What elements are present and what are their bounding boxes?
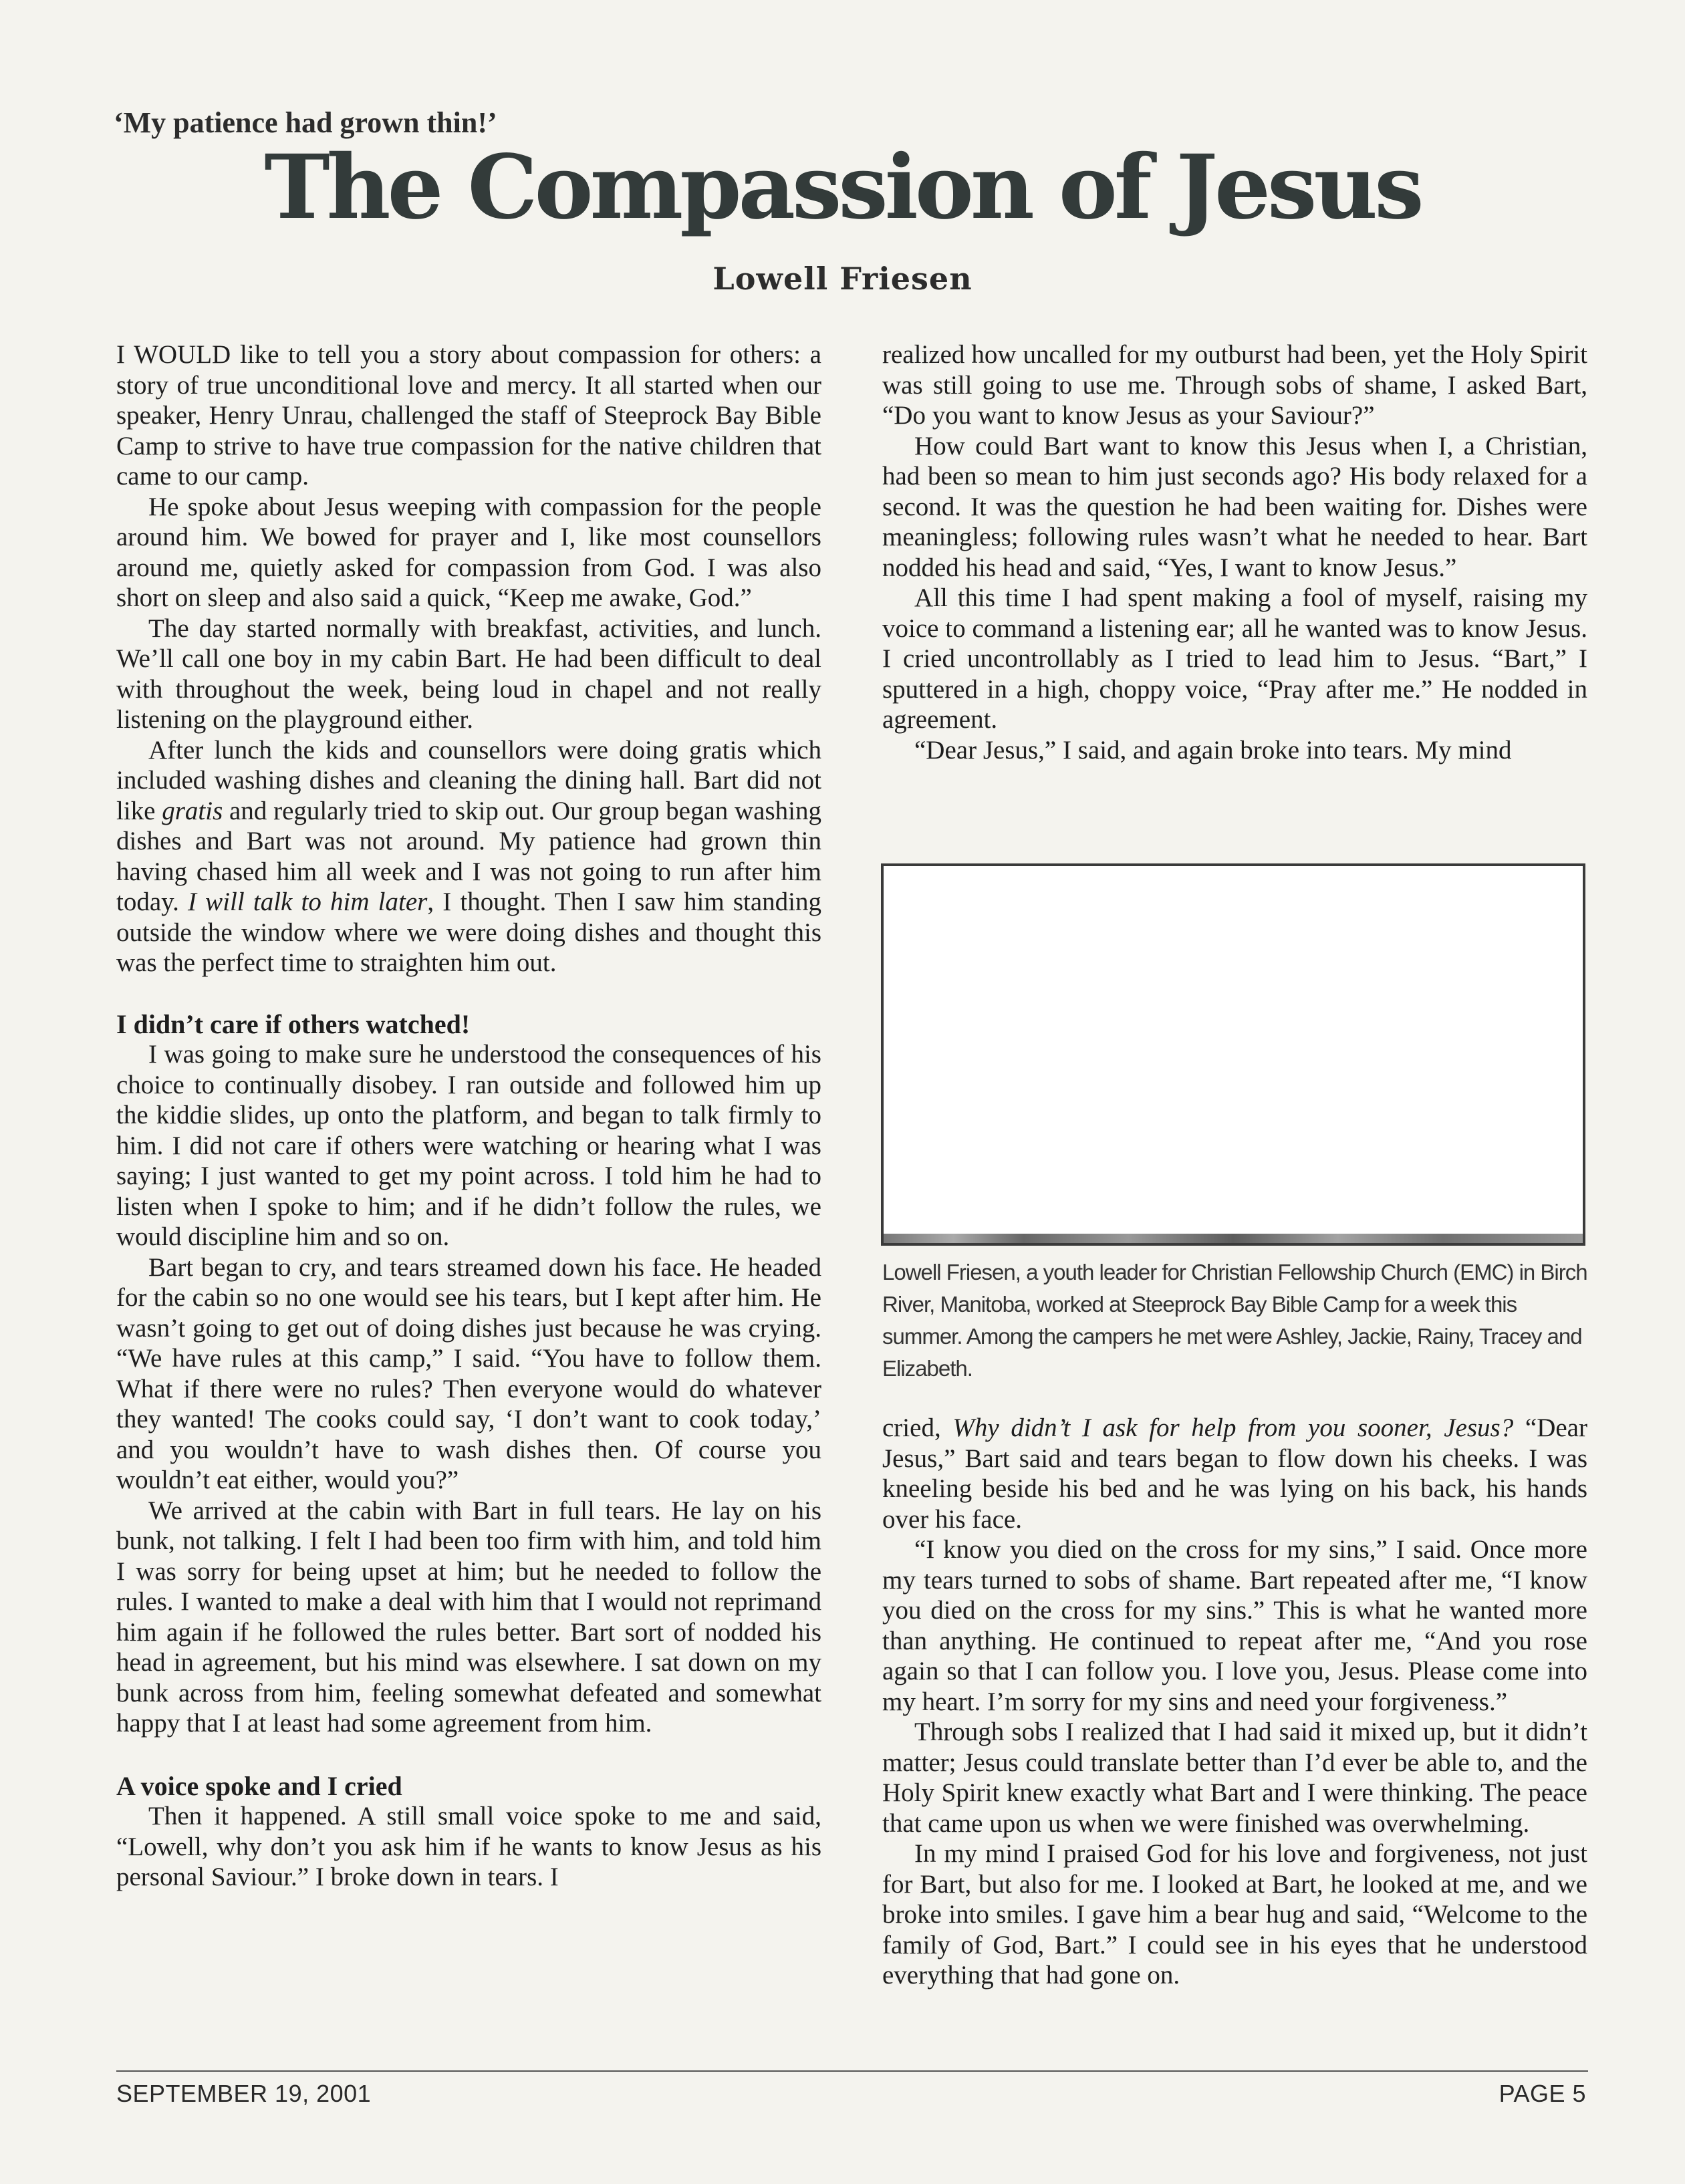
- kicker: ‘My patience had grown thin!’: [114, 106, 497, 139]
- footer-rule: [116, 2070, 1588, 2072]
- paragraph: Then it happened. A still small voice spoke to me and said, “Lowell, why don’t you ask him if he wants to know Jesus as his personal Saviour.” I broke down in tears. I: [116, 1802, 821, 1891]
- italic-run: Why didn’t I ask for help from you sooner, Jesus?: [952, 1413, 1514, 1442]
- paragraph: “I know you died on the cross for my sins,” I said. Once more my tears turned to sobs of shame. Bart repeated after me, “I know you died on the cross for my sins.” This is what he wanted more than anything. He continued to repeat after me, “And you rose again so that I can follow you. I love you, Jesus. Please come into my heart. I’m sorry for my sins and need your forgiveness.”: [882, 1535, 1587, 1716]
- right-column-top: [882, 339, 1587, 765]
- paragraph: In my mind I praised God for his love and forgiveness, not just for Bart, but also for me. I looked at Bart, he looked at me, and we broke into smiles. I gave him a bear hug and said, “Welcome to the family of God, Bart.” I could see in his eyes that he understood everything that had gone on.: [882, 1839, 1587, 1990]
- text-run: cried,: [882, 1413, 953, 1442]
- paragraph: We arrived at the cabin with Bart in full tears. He lay on his bunk, not talking. I felt I had been too firm with him, and told him I was sorry for being upset at him; but he needed to follow the rules. I wanted to make a deal with him that I would not reprimand him again if he followed the rules better. Bart sort of nodded his head in agreement, but his mind was elsewhere. I sat down on my bunk across from him, feeling somewhat defeated and somewhat happy that I at least had some agreement from him.: [116, 1496, 821, 1738]
- paragraph: Bart began to cry, and tears streamed down his face. He headed for the cabin so no one would see his tears, but I kept after him. He wasn’t going to get out of doing dishes just because he was crying. “We have rules at this camp,” I said. “You have to follow them. What if there were no rules? Then everyone would do whatever they wanted! The cooks could say, ‘I don’t want to cook today,’ and you wouldn’t have to wash dishes then. Of course you wouldn’t eat either, would you?”: [116, 1252, 821, 1494]
- italic-run: I will talk to him later: [188, 888, 428, 916]
- byline: Lowell Friesen: [712, 261, 973, 297]
- text-run: , I thought. Then I saw him standing outside the window where we were doing dishes and thought this was the perfect time to straighten him out.: [116, 888, 821, 977]
- paragraph: realized how uncalled for my outburst had been, yet the Holy Spirit was still going to use me. Through sobs of shame, I asked Bart, “Do you want to know Jesus as your Saviour?”: [882, 340, 1587, 430]
- paragraph: [882, 1413, 1587, 1534]
- text-run: After lunch the kids and counsellors were doing gratis which included washing dishes and cleaning the dining hall. Bart did not like: [116, 735, 821, 825]
- right-column-bottom: [882, 1413, 1587, 1991]
- photo-caption: Lowell Friesen, a youth leader for Christian Fellowship Church (EMC) in Birch River, Manitoba, worked at Steeprock Bay Bible Camp for a week this summer. Among the campers he met were Ashley, Jackie, Rainy, Tracey and Elizabeth.: [882, 1260, 1587, 1381]
- paragraph: The day started normally with breakfast, activities, and lunch. We’ll call one boy in my cabin Bart. He had been difficult to deal with throughout the week, being loud in chapel and not really listening on the playground either.: [116, 613, 821, 734]
- paragraph: All this time I had spent making a fool of myself, raising my voice to command a listening ear; all he wanted was to know Jesus. I cried uncontrollably as I tried to lead him to Jesus. “Bart,” I sputtered in a high, choppy voice, “Pray after me.” He nodded in agreement.: [882, 583, 1587, 734]
- text-run: “Dear Jesus,” Bart said and tears began to flow down his cheeks. I was kneeling beside his bed and he was lying on his back, his hands over his face.: [882, 1413, 1587, 1534]
- photo-frame: [881, 863, 1585, 1246]
- paragraph: [116, 735, 821, 978]
- paragraph: He spoke about Jesus weeping with compassion for the people around him. We bowed for prayer and I, like most counsellors around me, quietly asked for compassion from God. I was also short on sleep and also said a quick, “Keep me awake, God.”: [116, 492, 821, 612]
- photo-edge: [884, 1234, 1583, 1243]
- footer-date: SEPTEMBER 19, 2001: [116, 2080, 372, 2107]
- paragraph: “Dear Jesus,” I said, and again broke into tears. My mind: [914, 735, 1512, 765]
- left-column: [116, 339, 821, 1893]
- article-title: The Compassion of Jesus: [264, 136, 1421, 239]
- page-number: PAGE 5: [1499, 2080, 1586, 2107]
- text-run: and regularly tried to skip out. Our group began washing dishes and Bart was not around. My patience had grown thin having chased him all week and I was not going to run after him today.: [116, 796, 821, 916]
- subheading: A voice spoke and I cried: [116, 1770, 402, 1801]
- paragraph: How could Bart want to know this Jesus when I, a Christian, had been so mean to him just seconds ago? His body relaxed for a second. It was the question he had been waiting for. Dishes were meaningless; following rules wasn’t what he needed to hear. Bart nodded his head and said, “Yes, I want to know Jesus.”: [882, 431, 1587, 582]
- paragraph: I was going to make sure he understood the consequences of his choice to continually disobey. I ran outside and followed him up the kiddie slides, up onto the platform, and began to talk firmly to him. I did not care if others were watching or hearing what I was saying; I just wanted to get my point across. I told him he had to listen when I spoke to him; and if he didn’t follow the rules, we would discipline him and so on.: [116, 1040, 821, 1251]
- paragraph: Through sobs I realized that I had said it mixed up, but it didn’t matter; Jesus could translate better than I’d ever be able to, and the Holy Spirit knew exactly what Bart and I were thinking. The peace that came upon us when we were finished was overwhelming.: [882, 1718, 1587, 1838]
- subheading: I didn’t care if others watched!: [116, 1008, 471, 1039]
- paragraph: I WOULD like to tell you a story about compassion for others: a story of true unconditional love and mercy. It all started when our speaker, Henry Unrau, challenged the staff of Steeprock Bay Bible Camp to strive to have true compassion for the native children that came to our camp.: [116, 340, 821, 491]
- italic-run: gratis: [162, 796, 223, 825]
